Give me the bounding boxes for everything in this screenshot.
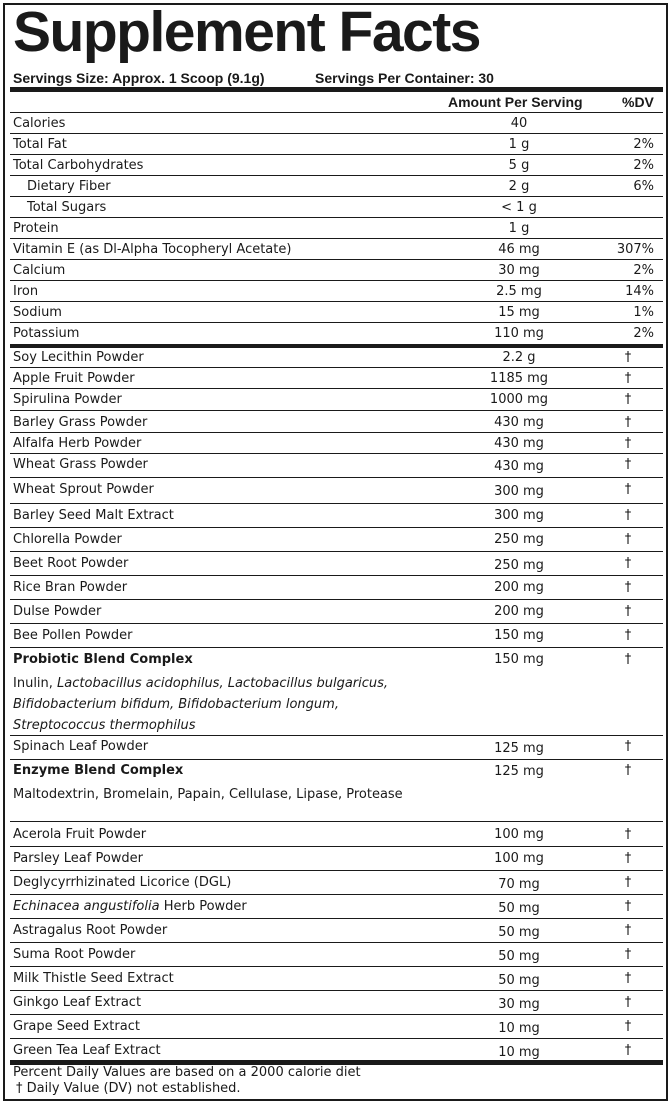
- probiotic-blend-amount: 150 mg: [494, 652, 544, 667]
- ingredient-amount: 1000 mg: [489, 392, 549, 407]
- footnote-dv-basis: Percent Daily Values are based on a 2000 calorie diet: [13, 1065, 361, 1080]
- ingredient-amount: 10 mg: [498, 1045, 540, 1060]
- ingredient-row: [10, 368, 663, 389]
- amount-header: Amount Per Serving: [448, 94, 583, 110]
- panel-title: Supplement Facts: [13, 0, 480, 64]
- ingredient-row: [10, 478, 663, 504]
- ingredient-row: [10, 736, 663, 760]
- column-header: [10, 92, 663, 112]
- ingredient-dv: †: [624, 482, 632, 497]
- ingredient-amount: 125 mg: [494, 741, 544, 756]
- nutrient-row: [10, 176, 663, 197]
- ingredient-amount: 200 mg: [494, 580, 544, 595]
- nutrient-dv: 1%: [633, 305, 654, 320]
- ingredient-name: Milk Thistle Seed Extract: [13, 971, 174, 986]
- ingredient-amount: 300 mg: [494, 508, 544, 523]
- ingredient-dv: †: [624, 436, 632, 451]
- ingredient-row: [10, 822, 663, 847]
- ingredient-row: [10, 411, 663, 433]
- ingredient-dv: †: [624, 827, 632, 842]
- ingredient-name: Parsley Leaf Powder: [13, 851, 144, 866]
- enzyme-blend-contents: Maltodextrin, Bromelain, Papain, Cellulase, Lipase, Protease: [13, 787, 403, 802]
- ingredient-amount: 200 mg: [494, 604, 544, 619]
- ingredient-name: Acerola Fruit Powder: [13, 827, 147, 842]
- dv-header: %DV: [622, 94, 654, 110]
- enzyme-blend-dv: †: [624, 763, 632, 778]
- ingredient-row: [10, 433, 663, 454]
- ingredient-name: Deglycyrrhizinated Licorice (DGL): [13, 875, 232, 890]
- ingredient-name: Spinach Leaf Powder: [13, 739, 149, 754]
- ingredient-row: [10, 576, 663, 600]
- nutrient-row: [10, 155, 663, 176]
- ingredient-row: [10, 454, 663, 478]
- ingredient-name: Wheat Sprout Powder: [13, 482, 154, 497]
- ingredient-row: [10, 389, 663, 411]
- ingredient-row: [10, 600, 663, 624]
- ingredient-dv: †: [624, 371, 632, 386]
- ingredient-row: [10, 895, 663, 919]
- ingredient-dv: †: [624, 628, 632, 643]
- ingredient-row: [10, 847, 663, 871]
- nutrient-name: Total Carbohydrates: [13, 158, 144, 173]
- nutrient-amount: 40: [510, 116, 528, 131]
- ingredient-amount: 50 mg: [498, 949, 540, 964]
- ingredient-name: [13, 895, 247, 919]
- nutrient-row: [10, 323, 663, 344]
- nutrient-name: Total Sugars: [27, 200, 107, 215]
- nutrient-row: [10, 239, 663, 260]
- ingredient-name: Spirulina Powder: [13, 392, 122, 407]
- nutrient-amount: 5 g: [508, 158, 530, 173]
- nutrient-name: Vitamin E (as Dl-Alpha Tocopheryl Acetate): [13, 242, 292, 257]
- ingredient-dv: †: [624, 1043, 632, 1058]
- ingredient-amount: 150 mg: [494, 628, 544, 643]
- nutrient-name: Sodium: [13, 305, 62, 320]
- ingredient-name: Beet Root Powder: [13, 556, 129, 571]
- nutrient-dv: 2%: [633, 263, 654, 278]
- ingredient-amount: 50 mg: [498, 925, 540, 940]
- ingredient-row: [10, 1015, 663, 1039]
- ingredient-name: Apple Fruit Powder: [13, 371, 135, 386]
- ingredient-row: [10, 871, 663, 895]
- ingredient-amount: 2.2 g: [502, 350, 536, 365]
- servings-line: [13, 69, 494, 87]
- ingredient-dv: †: [624, 392, 632, 407]
- nutrient-amount: 1 g: [508, 221, 530, 236]
- nutrient-row: [10, 218, 663, 239]
- nutrient-amount: 15 mg: [498, 305, 540, 320]
- ingredient-name: Soy Lecithin Powder: [13, 350, 144, 365]
- nutrient-row: [10, 134, 663, 155]
- ingredient-dv: †: [624, 947, 632, 962]
- ingredient-row: [10, 528, 663, 552]
- ingredient-row: [10, 991, 663, 1015]
- ingredient-dv: †: [624, 1019, 632, 1034]
- nutrient-dv: 2%: [633, 137, 654, 152]
- ingredient-dv: †: [624, 739, 632, 754]
- enzyme-blend-amount: 125 mg: [494, 764, 544, 779]
- ingredient-name: Grape Seed Extract: [13, 1019, 140, 1034]
- nutrient-row: [10, 113, 663, 134]
- ingredient-name: Ginkgo Leaf Extract: [13, 995, 142, 1010]
- ingredient-name-italic: Echinacea angustifolia: [13, 899, 160, 914]
- ingredient-row: [10, 348, 663, 368]
- ingredient-amount: 430 mg: [494, 459, 544, 474]
- ingredient-amount: 300 mg: [494, 484, 544, 499]
- ingredient-amount: 50 mg: [498, 973, 540, 988]
- ingredient-amount: 70 mg: [498, 877, 540, 892]
- ingredient-dv: †: [624, 923, 632, 938]
- ingredient-row: [10, 943, 663, 967]
- nutrient-amount: 2.5 mg: [496, 284, 542, 299]
- ingredient-dv: †: [624, 580, 632, 595]
- nutrient-dv: 2%: [633, 158, 654, 173]
- ingredient-dv: †: [624, 604, 632, 619]
- ingredient-name: Barley Seed Malt Extract: [13, 508, 174, 523]
- nutrient-name: Potassium: [13, 326, 80, 341]
- supplement-facts-panel: [3, 0, 668, 1101]
- ingredient-row: [10, 967, 663, 991]
- footnotes: [13, 1065, 361, 1097]
- servings-per-container: Servings Per Container: 30: [315, 70, 494, 86]
- nutrient-amount: 30 mg: [498, 263, 540, 278]
- nutrient-name: Protein: [13, 221, 59, 236]
- footnote-dagger: † Daily Value (DV) not established.: [16, 1081, 241, 1096]
- ingredient-dv: †: [624, 971, 632, 986]
- ingredient-dv: †: [624, 851, 632, 866]
- ingredient-row: [10, 624, 663, 648]
- ingredient-amount: 50 mg: [498, 901, 540, 916]
- nutrient-dv: 2%: [633, 326, 654, 341]
- probiotic-contents-line1: Lactobacillus acidophilus, Lactobacillus bulgaricus,: [57, 676, 389, 691]
- ingredient-row: [10, 1039, 663, 1061]
- probiotic-contents-prefix: Inulin,: [13, 676, 58, 691]
- ingredient-row: [10, 552, 663, 576]
- nutrient-dv: 14%: [625, 284, 654, 299]
- ingredient-amount: 430 mg: [494, 436, 544, 451]
- ingredient-name: Alfalfa Herb Powder: [13, 436, 142, 451]
- ingredient-name: Suma Root Powder: [13, 947, 136, 962]
- enzyme-blend-name: Enzyme Blend Complex: [13, 763, 184, 778]
- ingredient-amount: 100 mg: [494, 851, 544, 866]
- nutrient-amount: 1 g: [508, 137, 530, 152]
- ingredient-amount: 430 mg: [494, 415, 544, 430]
- ingredient-name: Bee Pollen Powder: [13, 628, 133, 643]
- nutrient-name: Calcium: [13, 263, 66, 278]
- nutrient-dv: 6%: [633, 179, 654, 194]
- ingredient-amount: 1185 mg: [489, 371, 549, 386]
- ingredient-name: Rice Bran Powder: [13, 580, 128, 595]
- ingredient-name: Green Tea Leaf Extract: [13, 1043, 161, 1058]
- nutrient-row: [10, 302, 663, 323]
- ingredient-dv: †: [624, 508, 632, 523]
- ingredient-dv: †: [624, 532, 632, 547]
- nutrient-amount: 2 g: [508, 179, 530, 194]
- ingredient-name: Chlorella Powder: [13, 532, 122, 547]
- ingredient-name: Wheat Grass Powder: [13, 457, 148, 472]
- ingredient-name: Astragalus Root Powder: [13, 923, 168, 938]
- probiotic-blend-name: Probiotic Blend Complex: [13, 652, 193, 667]
- ingredient-dv: †: [624, 556, 632, 571]
- ingredient-row: [10, 919, 663, 943]
- ingredient-dv: †: [624, 350, 632, 365]
- nutrient-row: [10, 197, 663, 218]
- serving-size: Servings Size: Approx. 1 Scoop (9.1g): [13, 70, 265, 86]
- ingredient-amount: 250 mg: [494, 532, 544, 547]
- ingredient-dv: †: [624, 899, 632, 914]
- ingredient-row: [10, 504, 663, 528]
- probiotic-contents-line3: Streptococcus thermophilus: [13, 718, 196, 733]
- ingredient-dv: †: [624, 415, 632, 430]
- nutrient-amount: 46 mg: [498, 242, 540, 257]
- nutrient-name: Total Fat: [13, 137, 67, 152]
- ingredient-name: Dulse Powder: [13, 604, 102, 619]
- nutrient-row: [10, 260, 663, 281]
- nutrient-name: Calories: [13, 116, 66, 131]
- probiotic-blend-dv: †: [624, 652, 632, 667]
- ingredient-dv: †: [624, 995, 632, 1010]
- probiotic-blend-contents: [13, 673, 653, 736]
- ingredient-amount: 100 mg: [494, 827, 544, 842]
- nutrient-amount: 110 mg: [494, 326, 544, 341]
- nutrient-name: Dietary Fiber: [27, 179, 111, 194]
- ingredient-dv: †: [624, 457, 632, 472]
- ingredient-amount: 10 mg: [498, 1021, 540, 1036]
- nutrient-amount: < 1 g: [501, 200, 537, 215]
- nutrient-row: [10, 281, 663, 302]
- ingredient-name: Barley Grass Powder: [13, 415, 148, 430]
- ingredient-amount: 30 mg: [498, 997, 540, 1012]
- ingredient-dv: †: [624, 875, 632, 890]
- probiotic-contents-line2: Bifidobacterium bifidum, Bifidobacterium longum,: [13, 697, 339, 712]
- nutrient-name: Iron: [13, 284, 39, 299]
- ingredient-amount: 250 mg: [494, 558, 544, 573]
- nutrient-dv: 307%: [616, 242, 654, 257]
- ingredient-name-rest: Herb Powder: [159, 899, 247, 914]
